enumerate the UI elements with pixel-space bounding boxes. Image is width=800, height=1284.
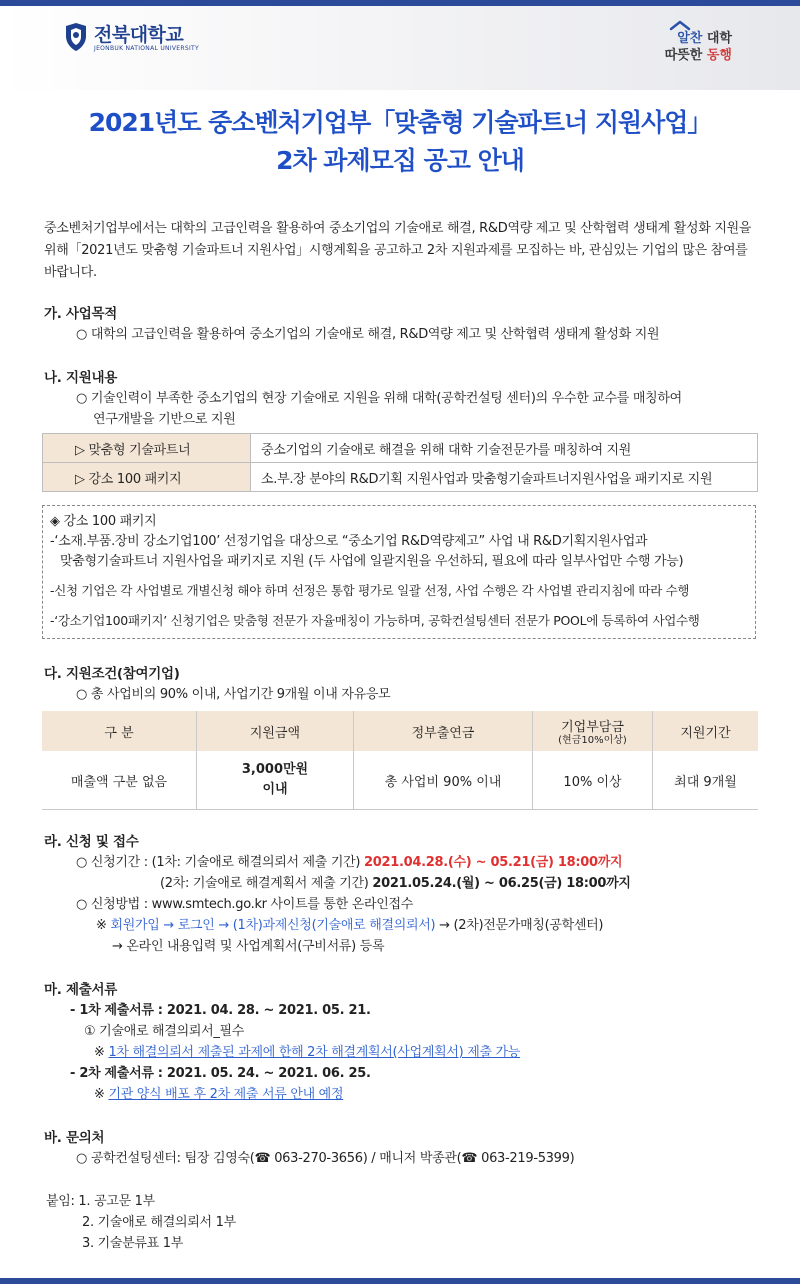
section-purpose-heading: 가. 사업목적 [44, 306, 117, 322]
slogan-word-3: 따뜻한 [664, 48, 707, 63]
attachment-1: 붙임: 1. 공고문 1부 [46, 1194, 155, 1209]
apply-steps-prefix: ※ [96, 918, 111, 933]
slogan-word-1: 알찬 [677, 31, 703, 46]
bottom-accent-bar [0, 1278, 800, 1284]
col-government: 정부출연금 [354, 711, 533, 751]
package-box-title: ◈ 강소 100 패키지 [50, 514, 157, 529]
support-value-2: 소.부.장 분야의 R&D기획 지원사업과 맞춤형기술파트너지원사업을 패키지로 지원 [251, 463, 758, 492]
package-box-line1a: -‘소재.부품.장비 강소기업100’ 선정기업을 대상으로 “중소기업 R&D역량제고” 사업 내 R&D기획지원사업과 [50, 534, 648, 549]
cell-government: 총 사업비 90% 이내 [354, 751, 533, 810]
documents-round1-note-prefix: ※ [94, 1045, 109, 1060]
cell-company-share: 10% 이상 [533, 751, 653, 810]
contact-item: ○ 공학컨설팅센터: 팀장 김영숙(☎ 063-270-3656) / 매니저 박종관(☎ 063-219-5399) [76, 1151, 575, 1166]
cell-amount-l2: 이내 [262, 782, 288, 797]
col-category: 구 분 [42, 711, 197, 751]
col-company-share-sub: (현금10%이상) [558, 734, 627, 746]
section-support-heading: 나. 지원내용 [44, 370, 117, 386]
title-line-1: 2021년도 중소벤처기업부「맞춤형 기술파트너 지원사업」 [88, 108, 712, 137]
table-row [43, 463, 758, 492]
package-box-line1b: 맞춤형기술파트너 지원사업을 패키지로 지원 (두 사업에 일괄지원을 우선하되, 필요에 따라 일부사업만 수행 가능) [60, 554, 684, 569]
package-box-line2: -신청 기업은 각 사업별로 개별신청 해야 하며 선정은 통합 평가로 일괄 선정, 사업 수행은 각 사업별 관리지침에 따라 수행 [50, 583, 690, 598]
attachment-2: 2. 기술애로 해결의뢰서 1부 [82, 1215, 236, 1230]
cell-period: 최대 9개월 [653, 751, 759, 810]
title-line-2: 2차 과제모집 공고 안내 [276, 146, 524, 175]
documents-round1: - 1차 제출서류 : 2021. 04. 28. ~ 2021. 05. 21. [70, 1003, 371, 1018]
section-support-item-line1: ○ 기술인력이 부족한 중소기업의 현장 기술애로 지원을 위해 대학(공학컨설팅 센터)의 우수한 교수를 매칭하여 [76, 391, 682, 406]
documents-round1-note [94, 1043, 520, 1063]
intro-paragraph: 중소벤처기업부에서는 대학의 고급인력을 활용하여 중소기업의 기술애로 해결, R&D역량 제고 및 산학협력 생태계 활성화 지원을 위해「2021년도 맞춤형 기술파트너 지원사업」시행계획을 공고하고 2차 지원과제를 모집하는 바, 관심있는 기업의 많은 참여를 바랍니다. [44, 221, 752, 280]
cell-category: 매출액 구분 없음 [42, 751, 197, 810]
slogan-word-4: 동행 [706, 48, 732, 63]
section-documents-heading: 마. 제출서류 [44, 982, 117, 998]
section-conditions-item: ○ 총 사업비의 90% 이내, 사업기간 9개월 이내 자유응모 [76, 687, 391, 702]
apply-steps [96, 916, 603, 936]
section-contact-heading: 바. 문의처 [44, 1130, 105, 1146]
logo-korean: 전북대학교 [94, 24, 184, 46]
cell-amount-l1: 3,000만원 [241, 762, 309, 777]
support-key-1: ▷ 맞춤형 기술파트너 [43, 434, 251, 463]
documents-round2: - 2차 제출서류 : 2021. 05. 24. ~ 2021. 06. 25. [70, 1066, 371, 1081]
table-row [42, 751, 758, 810]
cell-amount [197, 751, 354, 810]
apply-method: ○ 신청방법 : www.smtech.go.kr 사이트를 통한 온라인접수 [76, 897, 414, 912]
documents-round2-note-prefix: ※ [94, 1087, 109, 1102]
apply-steps-link[interactable]: 회원가입 → 로그인 → (1차)과제신청(기술애로 해결의뢰서) [110, 918, 436, 933]
attachment-3: 3. 기술분류표 1부 [82, 1236, 183, 1251]
slogan-word-2: 대학 [702, 31, 732, 46]
apply-period-1-date: 2021.04.28.(수) ~ 05.21(금) 18:00까지 [364, 855, 623, 870]
support-value-1: 중소기업의 기술애로 해결을 위해 대학 기술전문가를 매칭하여 지원 [251, 434, 758, 463]
emblem-icon [64, 22, 88, 56]
section-support-item-line2: 연구개발을 기반으로 지원 [93, 412, 236, 427]
apply-period-2 [160, 874, 631, 894]
section-conditions-heading: 다. 지원조건(참여기업) [44, 666, 180, 682]
apply-steps-line2: → 온라인 내용입력 및 사업계획서(구비서류) 등록 [112, 939, 385, 954]
logo-english: JEONBUK NATIONAL UNIVERSITY [94, 45, 199, 52]
col-company-share-label: 기업부담금 [561, 719, 624, 735]
documents-round2-note-link[interactable]: 기관 양식 배포 후 2차 제출 서류 안내 예정 [108, 1087, 344, 1102]
col-period: 지원기간 [653, 711, 759, 751]
slogan [665, 20, 732, 64]
section-apply-heading: 라. 신청 및 접수 [44, 834, 139, 850]
documents-round1-item: ① 기술애로 해결의뢰서_필수 [84, 1024, 245, 1039]
documents-round1-note-link[interactable]: 1차 해결의뢰서 제출된 과제에 한해 2차 해결계획서(사업계획서) 제출 가능 [108, 1045, 521, 1060]
col-company-share [533, 711, 653, 751]
package-box-line3: -‘강소기업100패키지’ 신청기업은 맞춤형 전문가 자율매칭이 가능하며, 공학컨설팅센터 전문가 POOL에 등록하여 사업수행 [50, 613, 700, 628]
table-header-row [42, 711, 758, 751]
apply-period-2-label: (2차: 기술애로 해결계획서 제출 기간) [160, 876, 373, 891]
page-title [0, 104, 800, 180]
table-row [43, 434, 758, 463]
support-table [42, 433, 758, 492]
documents-round2-note [94, 1085, 343, 1105]
university-logo[interactable] [64, 22, 199, 56]
section-purpose-item: ○ 대학의 고급인력을 활용하여 중소기업의 기술애로 해결, R&D역량 제고 및 산학협력 생태계 활성화 지원 [76, 327, 660, 342]
apply-period-1-label: ○ 신청기간 : (1차: 기술애로 해결의뢰서 제출 기간) [76, 855, 365, 870]
apply-steps-rest: → (2차)전문가매칭(공학센터) [435, 918, 604, 933]
apply-period-1 [76, 853, 622, 873]
apply-period-2-date: 2021.05.24.(월) ~ 06.25(금) 18:00까지 [372, 876, 631, 891]
conditions-table [42, 711, 758, 810]
col-amount: 지원금액 [197, 711, 354, 751]
support-key-2: ▷ 강소 100 패키지 [43, 463, 251, 492]
